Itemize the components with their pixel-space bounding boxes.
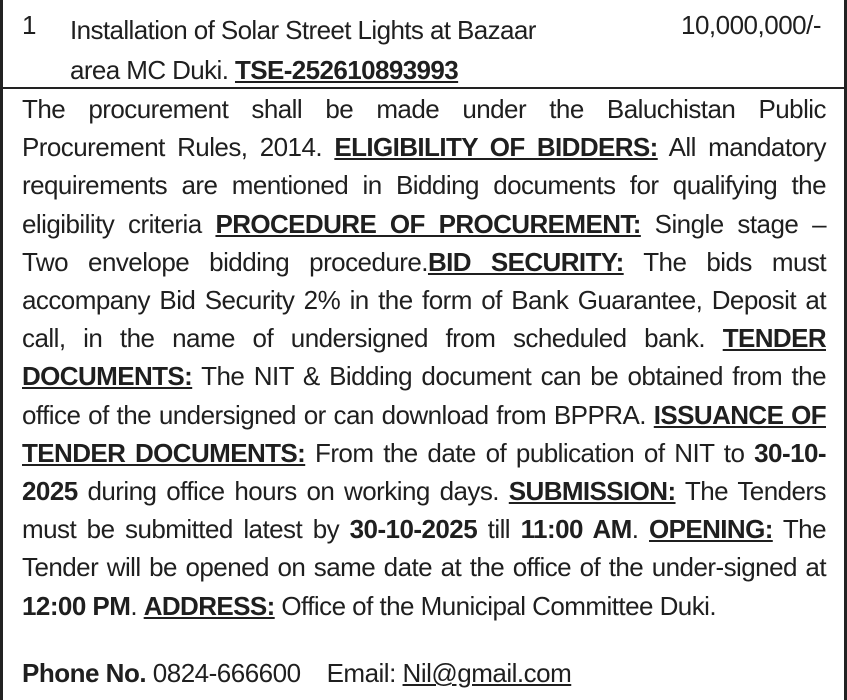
opening-heading: OPENING: <box>649 514 773 545</box>
email-link[interactable]: Nil@gmail.com <box>402 658 572 688</box>
email-label: Email: <box>326 658 396 688</box>
issuance-text-2: during office hours on working days. <box>87 476 499 507</box>
procedure-heading: PROCEDURE OF PROCUREMENT: <box>215 208 641 239</box>
bid-security-heading: BID SECURITY: <box>427 246 624 277</box>
submission-time: 11:00 AM <box>520 514 632 545</box>
eligibility-heading: ELIGIBILITY OF BIDDERS: <box>334 132 658 163</box>
opening-text: The Tender will be opened on same date at the office of the under-signed at <box>22 514 826 583</box>
item-serial: 1 <box>22 10 37 40</box>
tse-number: TSE-252610893993 <box>234 55 459 85</box>
phone-label: Phone No. <box>22 658 147 688</box>
item-description <box>70 10 590 90</box>
item-row <box>0 4 847 88</box>
submission-date: 30-10-2025 <box>349 514 478 545</box>
address-text: Office of the Municipal Committee Duki. <box>281 590 717 621</box>
issuance-heading: ISSUANCE OF TENDER DOCUMENTS: <box>22 399 826 468</box>
procedure-text: Single stage – Two envelope bidding procedure. <box>22 208 826 277</box>
phone-number: 0824-666600 <box>152 658 301 688</box>
submission-text-1: The Tenders must be submitted latest by <box>22 476 826 545</box>
intro-text: The procurement shall be made under the Baluchistan Public Procurement Rules, 2014. <box>22 94 826 163</box>
issuance-date: 30-10-2025 <box>22 437 826 507</box>
submission-heading: SUBMISSION: <box>508 476 676 507</box>
eligibility-text: All mandatory requirements are mentioned in Bidding documents for qualifying the eligibility criteria <box>22 132 826 239</box>
bid-security-text: The bids must accompany Bid Security 2% in the form of Bank Guarantee, Deposit at call, in the name of undersigned from scheduled bank. <box>22 246 826 354</box>
opening-time: 12:00 PM <box>22 590 131 621</box>
address-heading: ADDRESS: <box>143 590 275 621</box>
tender-docs-text: The NIT & Bidding document can be obtained from the office of the undersigned or can download from BPPRA. <box>22 361 826 430</box>
contact-line <box>22 658 571 689</box>
left-border <box>0 0 3 700</box>
tender-docs-heading: TENDER DOCUMENTS: <box>22 323 826 392</box>
notice-paragraph: The procurement shall be made under the Baluchistan Public Procurement Rules, 2014. ELIGIBILITY OF BIDDERS: All mandatory requirements are mentioned in Bidding documents for qualifying the eligibility criteria PROCEDURE OF PROCUREMENT: Single stage – Two envelope bidding procedure.BID SECURITY: The bids must accompany Bid Security 2% in the form of Bank Guarantee, Deposit at call, in the name of undersigned from scheduled bank. TENDER DOCUMENTS: The NIT & Bidding document can be obtained from the office of the undersigned or can download from BPPRA. ISSUANCE OF TENDER DOCUMENTS: From the date of publication of NIT to 30-10-2025 during office hours on working days. SUBMISSION: The Tenders must be submitted latest by 30-10-2025 till 11:00 AM. OPENING: The Tender will be opened on same date at the office of the under-signed at 12:00 PM. ADDRESS: Office of the Municipal Committee Duki. <box>22 94 826 621</box>
item-description-text: Installation of Solar Street Lights at Bazaar area MC Duki. <box>70 15 536 85</box>
item-amount: 10,000,000/- <box>680 10 821 40</box>
issuance-text-1: From the date of publication of NIT to <box>314 437 745 468</box>
submission-text-2: till <box>487 514 511 545</box>
notice-body <box>22 90 826 625</box>
